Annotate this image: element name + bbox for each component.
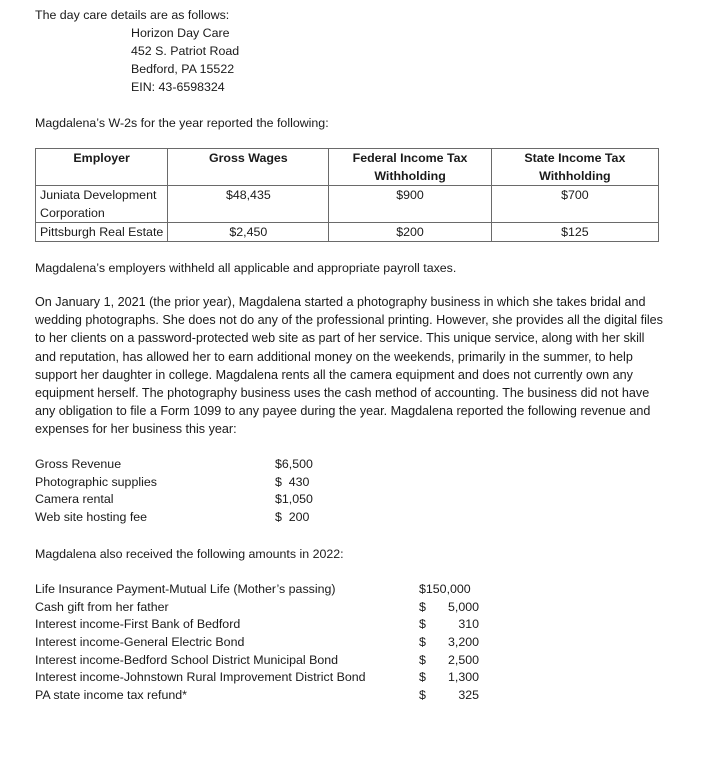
item-amount: 325 bbox=[458, 688, 479, 703]
other-income-intro: Magdalena also received the following amounts in 2022: bbox=[35, 547, 344, 561]
gross-wages-cell: $48,435 bbox=[168, 186, 329, 223]
item-label: Interest income-General Electric Bond bbox=[35, 635, 245, 650]
table-header-row bbox=[36, 149, 659, 186]
item-label: Interest income-Johnstown Rural Improvement District Bond bbox=[35, 670, 366, 685]
item-label: Camera rental bbox=[35, 492, 114, 507]
currency-symbol: $ bbox=[419, 652, 426, 667]
item-label: Life Insurance Payment-Mutual Life (Mother’s passing) bbox=[35, 582, 336, 596]
state-withholding-cell: $700 bbox=[491, 186, 658, 223]
item-label: PA state income tax refund* bbox=[35, 688, 187, 703]
header-federal-withholding: Federal Income Tax Withholding bbox=[329, 149, 491, 186]
item-label: Photographic supplies bbox=[35, 474, 157, 489]
item-amount: 5,000 bbox=[447, 599, 479, 614]
daycare-ein: EIN: 43-6598324 bbox=[131, 80, 225, 94]
payroll-note: Magdalena’s employers withheld all applicable and appropriate payroll taxes. bbox=[35, 261, 457, 275]
header-gross-wages: Gross Wages bbox=[168, 149, 329, 186]
federal-withholding-cell: $200 bbox=[329, 223, 491, 242]
employer-cell: Pittsburgh Real Estate bbox=[36, 223, 168, 242]
header-employer: Employer bbox=[36, 149, 168, 186]
currency-symbol: $ bbox=[419, 617, 426, 632]
item-label: Interest income-Bedford School District Municipal Bond bbox=[35, 652, 339, 667]
list-item bbox=[35, 599, 485, 617]
item-label: Interest income-First Bank of Bedford bbox=[35, 617, 241, 632]
other-income-list bbox=[35, 581, 485, 705]
item-amount: 3,200 bbox=[447, 635, 479, 650]
daycare-name: Horizon Day Care bbox=[131, 26, 230, 40]
list-item bbox=[35, 652, 485, 670]
list-item bbox=[35, 509, 355, 527]
list-item bbox=[35, 669, 485, 687]
item-amount: $ 200 bbox=[275, 510, 310, 525]
business-paragraph: On January 1, 2021 (the prior year), Magdalena started a photography business in which she takes bridal and wedding photographs. She does not do any of the professional printing. However, she provides all the digital files to her clients on a password-protected web site as part of her service. This unique service, along with her skill and reputation, has allowed her to earn additional money on the weekends, primarily in the summer, to help support her daughter in college. Magdalena rents all the camera equipment and does not currently own any equipment herself. The photography business uses the cash method of accounting. The business did not have any obligation to file a Form 1099 to any payee during the year. Magdalena reported the following revenue and expenses for her business this year: bbox=[35, 295, 663, 437]
list-item bbox=[35, 616, 485, 634]
gross-wages-cell: $2,450 bbox=[168, 223, 329, 242]
state-withholding-cell: $125 bbox=[491, 223, 658, 242]
currency-symbol: $ bbox=[419, 670, 426, 685]
table-row bbox=[36, 186, 659, 223]
business-items-list bbox=[35, 456, 355, 527]
item-amount: 1,300 bbox=[447, 670, 479, 685]
w2-intro: Magdalena’s W-2s for the year reported the following: bbox=[35, 116, 329, 130]
daycare-street: 452 S. Patriot Road bbox=[131, 44, 240, 58]
header-state-withholding: State Income Tax Withholding bbox=[491, 149, 658, 186]
list-item bbox=[35, 581, 485, 599]
list-item bbox=[35, 474, 355, 492]
item-label: Cash gift from her father bbox=[35, 599, 169, 614]
daycare-city: Bedford, PA 15522 bbox=[131, 62, 235, 76]
currency-symbol: $ bbox=[419, 599, 426, 614]
list-item bbox=[35, 456, 355, 474]
list-item bbox=[35, 491, 355, 509]
item-amount: $1,050 bbox=[275, 492, 313, 507]
list-item bbox=[35, 687, 485, 705]
item-label: Gross Revenue bbox=[35, 457, 122, 471]
w2-table bbox=[35, 148, 659, 242]
item-amount: $ 430 bbox=[275, 474, 310, 489]
employer-cell: Juniata Development Corporation bbox=[36, 186, 168, 223]
daycare-intro: The day care details are as follows: bbox=[35, 8, 230, 22]
list-item bbox=[35, 634, 485, 652]
item-amount: 310 bbox=[458, 617, 479, 632]
item-amount: 2,500 bbox=[447, 652, 479, 667]
currency-symbol: $ bbox=[419, 635, 426, 650]
item-amount: $6,500 bbox=[275, 457, 313, 471]
federal-withholding-cell: $900 bbox=[329, 186, 491, 223]
currency-symbol: $ bbox=[419, 688, 426, 703]
item-label: Web site hosting fee bbox=[35, 510, 148, 525]
item-amount: $150,000 bbox=[419, 582, 471, 596]
table-row bbox=[36, 223, 659, 242]
